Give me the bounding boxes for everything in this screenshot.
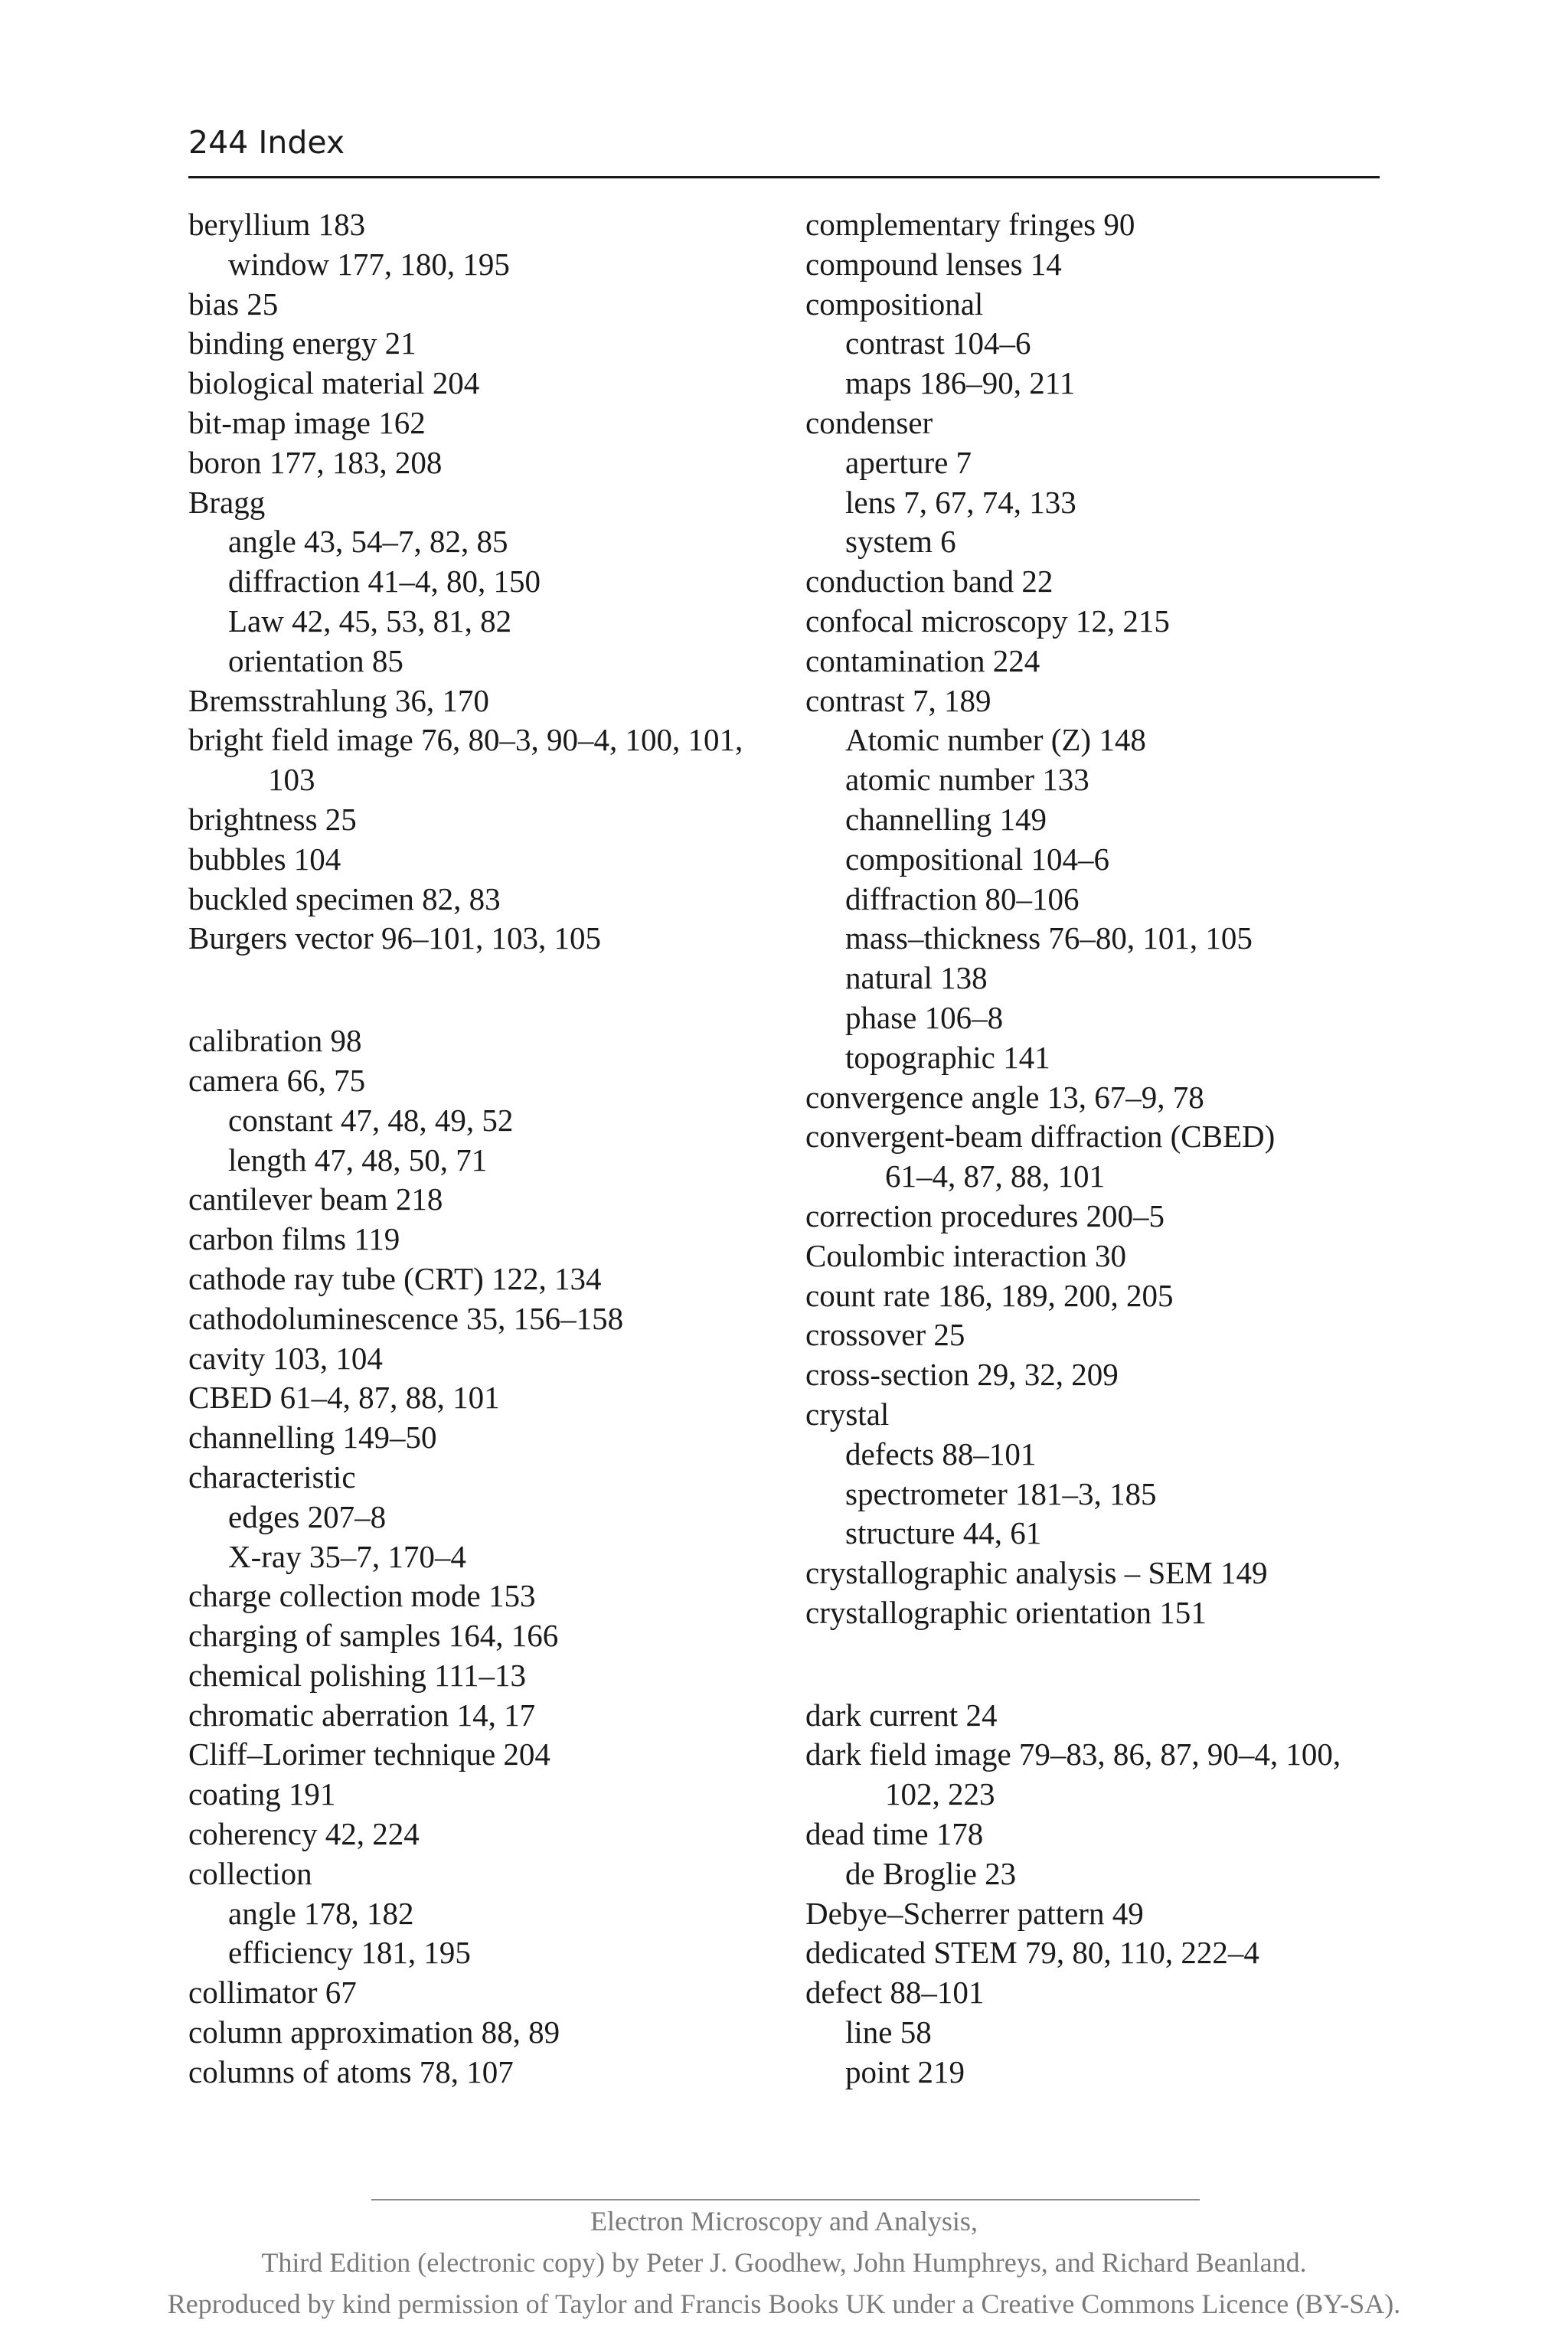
page-number: 244 — [188, 124, 249, 161]
index-subentry: orientation 85 — [228, 642, 403, 678]
index-subentry: topographic 141 — [845, 1039, 1050, 1075]
index-entry: compound lenses 14 — [805, 246, 1062, 282]
index-subentry: channelling 149 — [845, 801, 1047, 837]
index-entry: bit-map image 162 — [188, 404, 426, 440]
index-entry: carbon films 119 — [188, 1221, 400, 1257]
index-entry: binding energy 21 — [188, 325, 416, 361]
index-entry: characteristic — [188, 1459, 356, 1495]
index-entry: brightness 25 — [188, 801, 357, 837]
index-entry: crystal — [805, 1396, 890, 1432]
index-entry: chemical polishing 111–13 — [188, 1657, 527, 1693]
index-subentry: window 177, 180, 195 — [228, 246, 510, 282]
index-entry: column approximation 88, 89 — [188, 2014, 560, 2050]
letter-section-gap — [188, 959, 770, 1021]
index-entry: conduction band 22 — [805, 564, 1054, 600]
index-subentry: spectrometer 181–3, 185 — [845, 1475, 1157, 1511]
index-subentry: diffraction 41–4, 80, 150 — [228, 564, 541, 600]
copyright-footer — [0, 2200, 1568, 2325]
page-title: Index — [258, 124, 345, 161]
index-subentry: point 219 — [845, 2053, 965, 2089]
index-entry-continuation: 61–4, 87, 88, 101 — [885, 1158, 1105, 1194]
index-entry-continuation: 102, 223 — [885, 1776, 995, 1812]
index-subentry: compositional 104–6 — [845, 841, 1110, 877]
index-entry: cross-section 29, 32, 209 — [805, 1357, 1119, 1393]
index-subentry: aperture 7 — [845, 444, 972, 480]
index-entry: crossover 25 — [805, 1317, 965, 1353]
index-subentry: contrast 104–6 — [845, 325, 1031, 361]
index-entry: Coulombic interaction 30 — [805, 1237, 1127, 1273]
index-entry: bubbles 104 — [188, 841, 341, 877]
index-entry: collimator 67 — [188, 1975, 357, 2011]
footer-line-2: Third Edition (electronic copy) by Peter J. Goodhew, John Humphreys, and Richard Beanland. — [261, 2247, 1307, 2278]
index-subentry: X-ray 35–7, 170–4 — [228, 1538, 466, 1574]
index-entry: calibration 98 — [188, 1023, 362, 1059]
index-column-left — [188, 205, 770, 2093]
index-entry-continuation: 103 — [268, 762, 315, 798]
index-entry: dark field image 79–83, 86, 87, 90–4, 100, — [805, 1736, 1341, 1772]
index-subentry: lens 7, 67, 74, 133 — [845, 484, 1076, 520]
index-subentry: de Broglie 23 — [845, 1855, 1017, 1891]
index-subentry: defects 88–101 — [845, 1436, 1037, 1472]
index-subentry: natural 138 — [845, 960, 988, 996]
index-entry: cathodoluminescence 35, 156–158 — [188, 1300, 624, 1336]
index-subentry: system 6 — [845, 524, 956, 560]
index-entry: biological material 204 — [188, 365, 480, 401]
index-entry: bias 25 — [188, 286, 279, 322]
index-entry: charge collection mode 153 — [188, 1578, 536, 1614]
index-entry: convergent-beam diffraction (CBED) — [805, 1119, 1276, 1155]
index-subentry: diffraction 80–106 — [845, 880, 1080, 916]
index-column-right — [805, 205, 1403, 2093]
index-subentry: edges 207–8 — [228, 1498, 387, 1534]
index-entry: defect 88–101 — [805, 1975, 985, 2011]
index-entry: Burgers vector 96–101, 103, 105 — [188, 920, 602, 956]
index-entry: chromatic aberration 14, 17 — [188, 1697, 536, 1733]
index-subentry: Atomic number (Z) 148 — [845, 722, 1146, 758]
index-entry: Debye–Scherrer pattern 49 — [805, 1895, 1144, 1931]
letter-section-gap — [805, 1633, 1403, 1696]
index-entry: boron 177, 183, 208 — [188, 444, 443, 480]
index-subentry: mass–thickness 76–80, 101, 105 — [845, 920, 1253, 956]
index-entry: coherency 42, 224 — [188, 1816, 420, 1852]
index-entry: beryllium 183 — [188, 207, 366, 242]
index-entry: crystallographic orientation 151 — [805, 1594, 1207, 1630]
index-entry: complementary fringes 90 — [805, 207, 1135, 242]
index-entry: contrast 7, 189 — [805, 682, 991, 718]
index-subentry: Law 42, 45, 53, 81, 82 — [228, 603, 512, 639]
index-entry: dedicated STEM 79, 80, 110, 222–4 — [805, 1935, 1259, 1971]
index-entry: Bremsstrahlung 36, 170 — [188, 682, 489, 718]
index-entry: condenser — [805, 404, 933, 440]
index-entry: convergence angle 13, 67–9, 78 — [805, 1079, 1204, 1115]
index-entry: Bragg — [188, 484, 266, 520]
index-subentry: efficiency 181, 195 — [228, 1935, 471, 1971]
index-entry: count rate 186, 189, 200, 205 — [805, 1277, 1174, 1313]
index-entry: dead time 178 — [805, 1816, 984, 1852]
index-entry: channelling 149–50 — [188, 1420, 437, 1456]
index-subentry: constant 47, 48, 49, 52 — [228, 1102, 514, 1138]
index-entry: columns of atoms 78, 107 — [188, 2053, 514, 2089]
index-entry: correction procedures 200–5 — [805, 1197, 1165, 1233]
index-entry: confocal microscopy 12, 215 — [805, 603, 1170, 639]
index-subentry: atomic number 133 — [845, 762, 1089, 798]
index-entry: CBED 61–4, 87, 88, 101 — [188, 1380, 500, 1416]
index-entry: charging of samples 164, 166 — [188, 1618, 559, 1654]
index-entry: compositional — [805, 286, 984, 322]
index-entry: cavity 103, 104 — [188, 1340, 383, 1376]
index-entry: buckled specimen 82, 83 — [188, 880, 501, 916]
index-entry: contamination 224 — [805, 642, 1040, 678]
header-divider — [188, 176, 1380, 178]
index-entry: cantilever beam 218 — [188, 1181, 443, 1217]
index-entry: coating 191 — [188, 1776, 336, 1812]
index-subentry: line 58 — [845, 2014, 932, 2050]
index-entry: collection — [188, 1855, 312, 1891]
index-subentry: maps 186–90, 211 — [845, 365, 1076, 401]
index-subentry: structure 44, 61 — [845, 1515, 1042, 1551]
index-entry: cathode ray tube (CRT) 122, 134 — [188, 1260, 602, 1296]
footer-line-1: Electron Microscopy and Analysis, — [590, 2206, 978, 2236]
index-entry: Cliff–Lorimer technique 204 — [188, 1736, 550, 1772]
footer-line-3: Reproduced by kind permission of Taylor and Francis Books UK under a Creative Commons Licence (BY-SA). — [167, 2289, 1401, 2319]
index-subentry: phase 106–8 — [845, 999, 1004, 1035]
index-subentry: angle 178, 182 — [228, 1895, 414, 1931]
index-subentry: angle 43, 54–7, 82, 85 — [228, 524, 508, 560]
index-entry: dark current 24 — [805, 1697, 998, 1733]
index-entry: camera 66, 75 — [188, 1062, 366, 1098]
page-header — [188, 121, 345, 164]
index-subentry: length 47, 48, 50, 71 — [228, 1142, 488, 1178]
index-entry: crystallographic analysis – SEM 149 — [805, 1555, 1268, 1591]
index-entry: bright field image 76, 80–3, 90–4, 100, 101, — [188, 722, 743, 758]
